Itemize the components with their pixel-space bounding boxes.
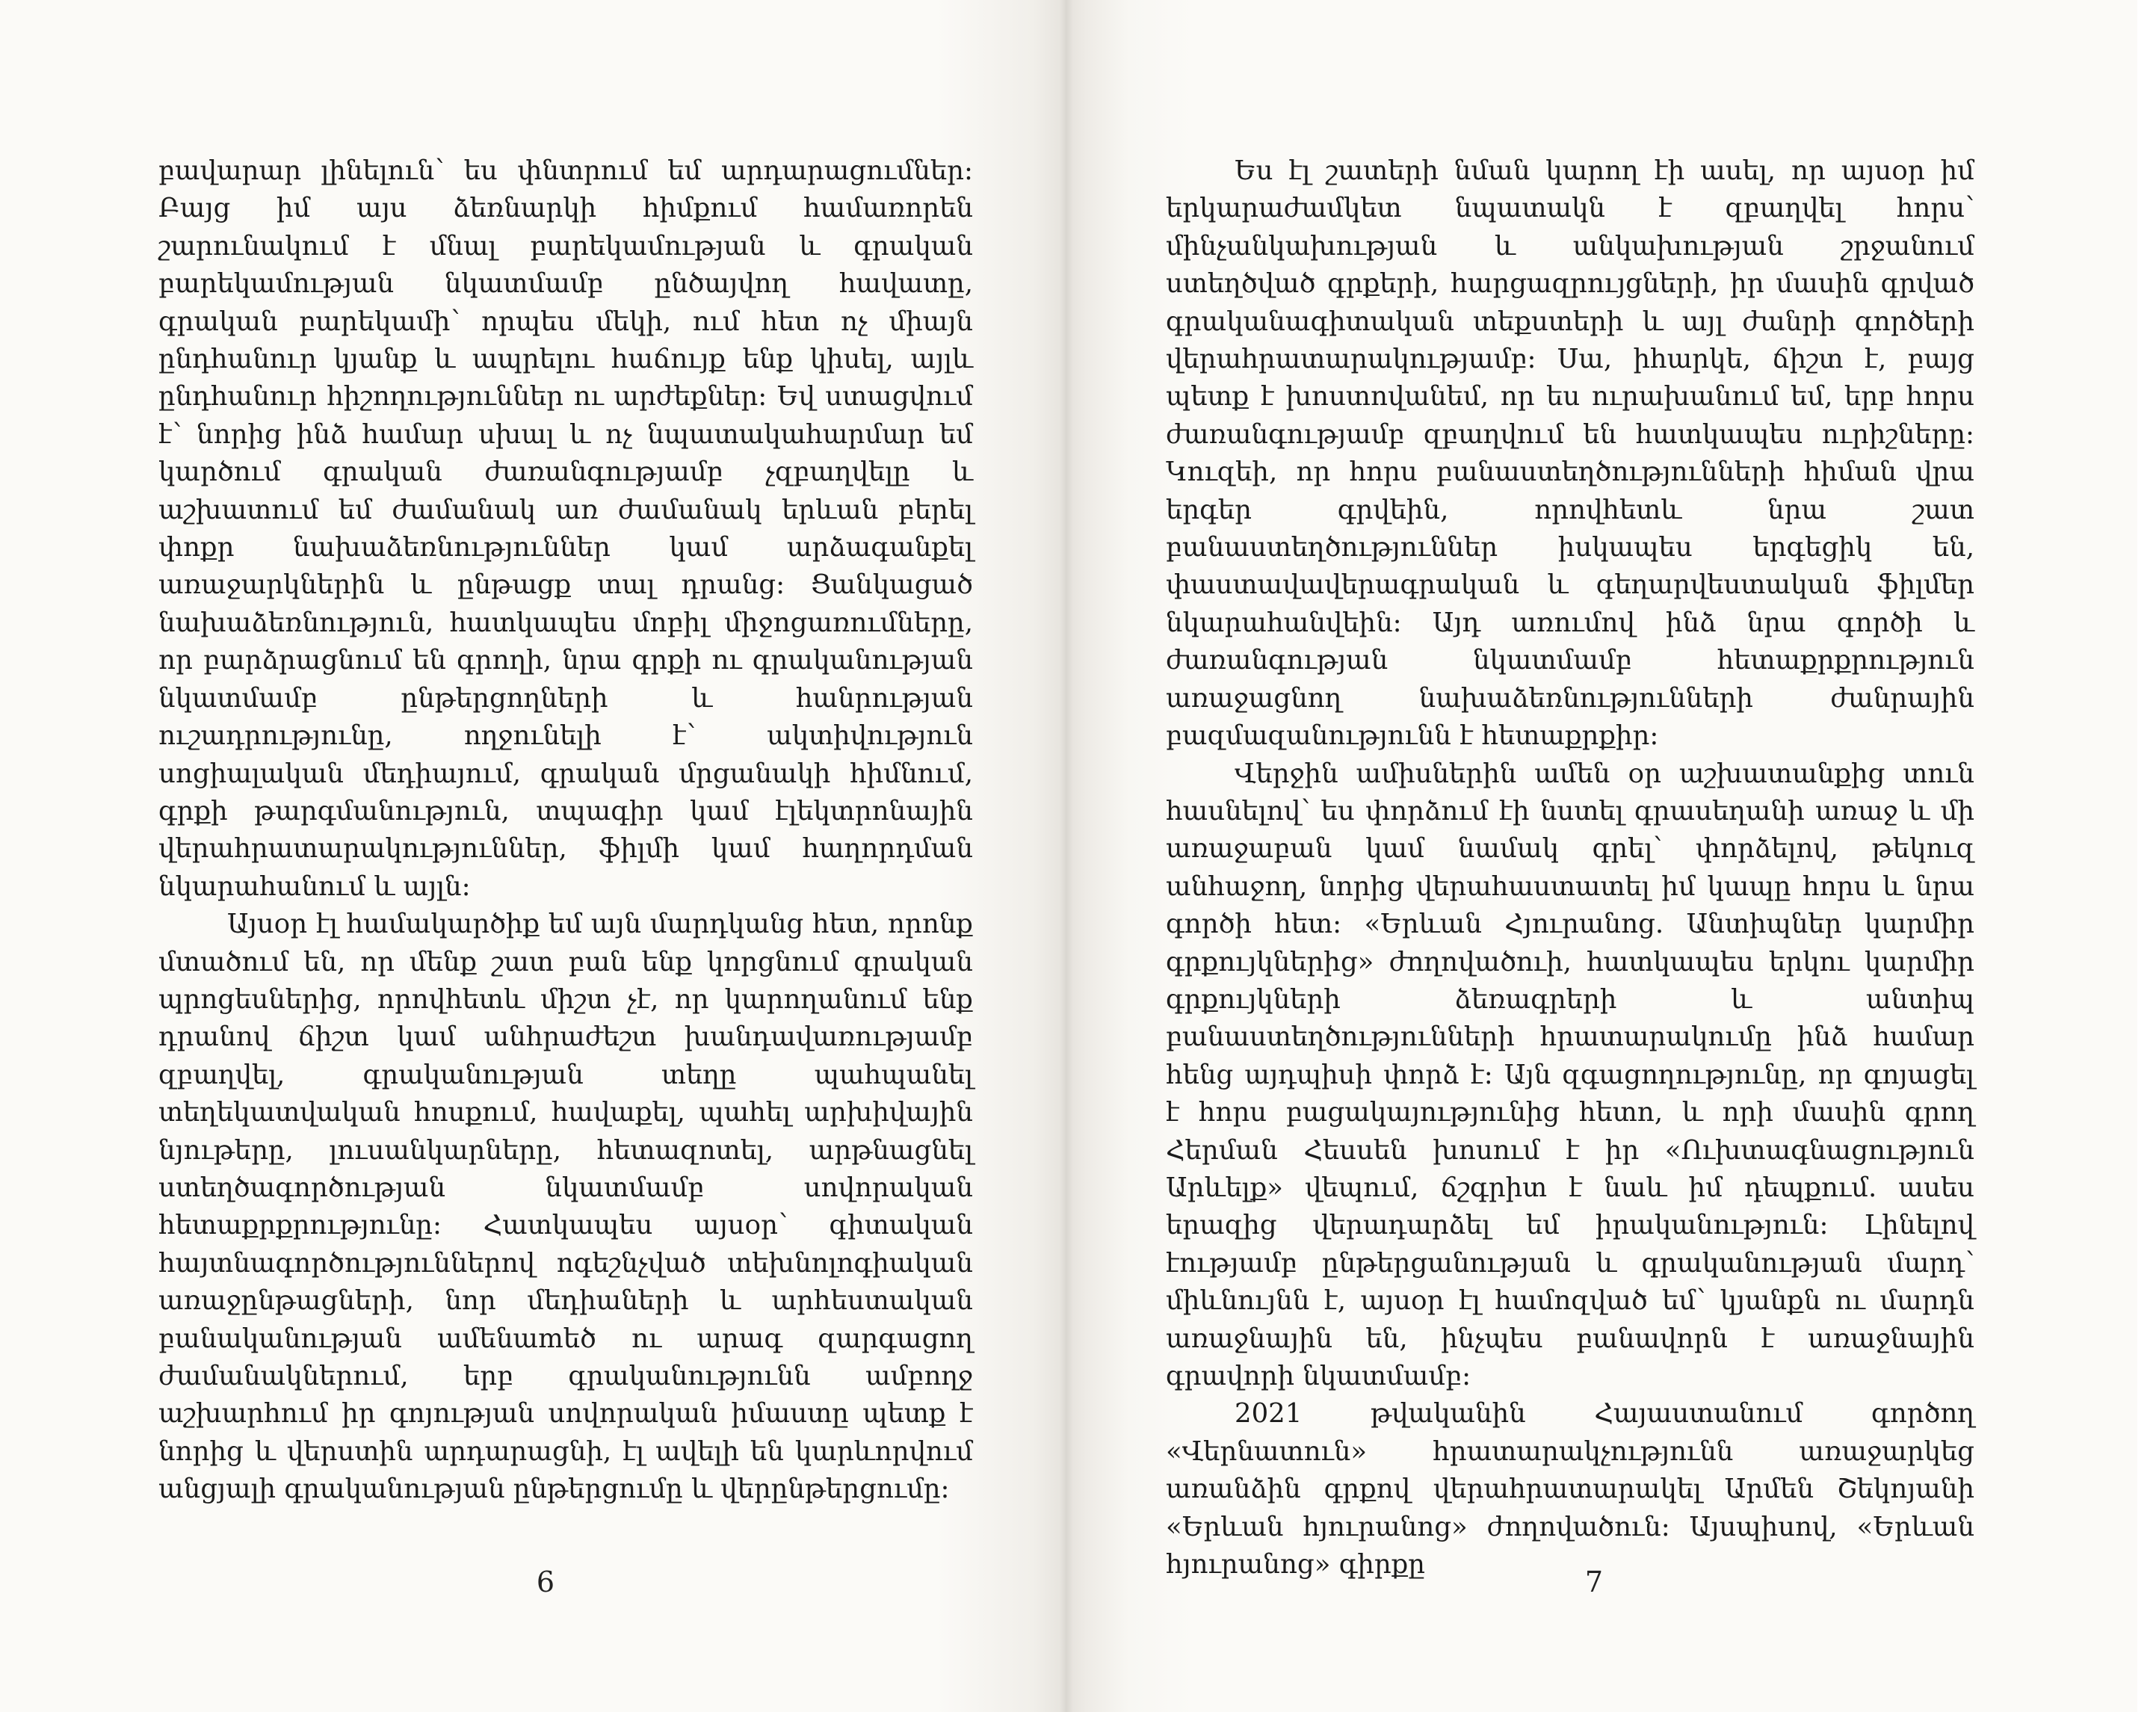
right-paragraph-2: Վերջին ամիսներին ամեն օր աշխատանքից տուն հասնելով՝ ես փորձում էի նստել գրասեղանի առաջ և մի առաջաբան կամ նամակ գրել՝ փորձելով, թեկուզ անհաջող, նորից վերահաստատել իմ կապը հորս և նրա գործի հետ: «Երևան Հյուրանոց. Անտիպներ կարմիր գրքույկներից» ժողովածուի, հատկապես երկու կարմիր գրքույկների ձեռագրերի և անտիպ բանաստեղծությունների հրատարակումը ինձ համար հենց այդպիսի փորձ է: Այն զգացողությունը, որ գոյացել է հորս բացակայությունից հետո, և որի մասին գրող Հերման Հեսսեն խոսում է իր «Ուխտագնացություն Արևելք» վեպում, ճշգրիտ է նաև իմ դեպքում. ասես երազից վերադարձել եմ իրականություն: Լինելով էությամբ ընթերցանության և գրականության մարդ՝ միևնույնն է, այսօր էլ համոզված եմ՝ կյանքն ու մարդն առաջնային են, ինչպես բանավորն է առաջնային գրավորի նկատմամբ: bbox=[1166, 758, 1974, 1391]
right-paragraph-3: 2021 թվականին Հայաստանում գործող «Վերնատուն» հրատարակչությունն առաջարկեց առանձին գրքով վերահրատարակել Արմեն Շեկոյանի «Երևան հյուրանոց» ժողովածուն: Այսպիսով, «Երևան հյուրանոց» գիրքը bbox=[1166, 1398, 1974, 1580]
left-paragraph-2: Այսօր էլ համակարծիք եմ այն մարդկանց հետ, որոնք մտածում են, որ մենք շատ բան ենք կորցնում գրական պրոցեսներից, որովհետև միշտ չէ, որ կարողանում ենք դրանով ճիշտ կամ անհրաժեշտ խանդավառությամբ զբաղվել, գրականության տեղը պահպանել տեղեկատվական հոսքում, հավաքել, պահել արխիվային նյութերը, լուսանկարները, հետազոտել, արթնացնել ստեղծագործության նկատմամբ սովորական հետաքրքրությունը: Հատկապես այսօր՝ գիտական հայտնագործություններով ոգեշնչված տեխնոլոգիական առաջընթացների, նոր մեդիաների և արհեստական բանականության ամենաmեծ ու արագ զարգացող ժամանակներում, երբ գրականությունն ամբողջ աշխարհում իր գոյության սովորական իմաստը պետք է նորից և վերստին արդարացնի, էլ ավելի են կարևորվում անցյալի գրականության ընթերցումը և վերընթերցումը: bbox=[158, 909, 973, 1505]
left-page bbox=[0, 0, 1065, 1712]
left-paragraph-1: բավարար լինելուն՝ ես փնտրում եմ արդարացումներ: Բայց իմ այս ձեռնարկի հիմքում համառորեն շարունակում է մնալ բարեկամության և գրական բարեկամության նկատմամբ ընծայվող հավատը, գրական բարեկամի՝ որպես մեկի, ում հետ ոչ միայն ընդհանուր կյանք և ապրելու հաճույք ենք կիսել, այլև ընդհանուր հիշողություններ ու արժեքներ: Եվ ստացվում է՝ նորից ինձ համար սխալ և ոչ նպատակահարմար եմ կարծում գրական ժառանգությամբ չզբաղվելը և աշխատում եմ ժամանակ առ ժամանակ երևան բերել փոքր նախաձեռնություններ կամ արձագանքել առաջարկներին և ընթացք տալ դրանց: Ցանկացած նախաձեռնություն, հատկապես մոբիլ միջոցառումները, որ բարձրացնում են գրողի, նրա գրքի ու գրականության նկատմամբ ընթերցողների և հանրության ուշադրությունը, ողջունելի է՝ ակտիվություն սոցիալական մեդիայում, գրական մրցանակի հիմնում, գրքի թարգմանություն, տպագիր կամ էլեկտրոնային վերահրատարակություններ, ֆիլմի կամ հաղորդման նկարահանում և այլն: bbox=[158, 155, 973, 902]
book-gutter bbox=[1060, 0, 1073, 1712]
right-page-text bbox=[1166, 152, 1974, 1583]
right-page-number: 7 bbox=[1584, 1566, 1604, 1598]
page-edge-margin bbox=[2137, 0, 2156, 1712]
right-paragraph-1: Ես էլ շատերի նման կարող էի ասել, որ այսօր իմ երկարաժամկետ նպատակն է զբաղվել հորս՝ մինչանկախության և անկախության շրջանում ստեղծված գրքերի, հարցազրույցների, իր մասին գրված գրականագիտական տեքստերի և այլ ժանրի գործերի վերահրատարակությամբ: Սա, իհարկե, ճիշտ է, բայց պետք է խոստովանեմ, որ ես ուրախանում եմ, երբ հորս ժառանգությամբ զբաղվում են հատկապես ուրիշները: Կուզեի, որ հորս բանաստեղծությունների հիման վրա երգեր գրվեին, որովհետև նրա շատ բանաստեղծություններ իսկապես երգեցիկ են, փաստավավերագրական և գեղարվեստական ֆիլմեր նկարահանվեին: Այդ առումով ինձ նրա գործի և ժառանգության նկատմամբ հետաքրքրություն առաջացնող նախաձեռնությունների ժանրային բազմազանությունն է հետաքրքիր: bbox=[1166, 155, 1974, 752]
left-page-number: 6 bbox=[536, 1566, 555, 1598]
left-page-text bbox=[158, 152, 973, 1509]
